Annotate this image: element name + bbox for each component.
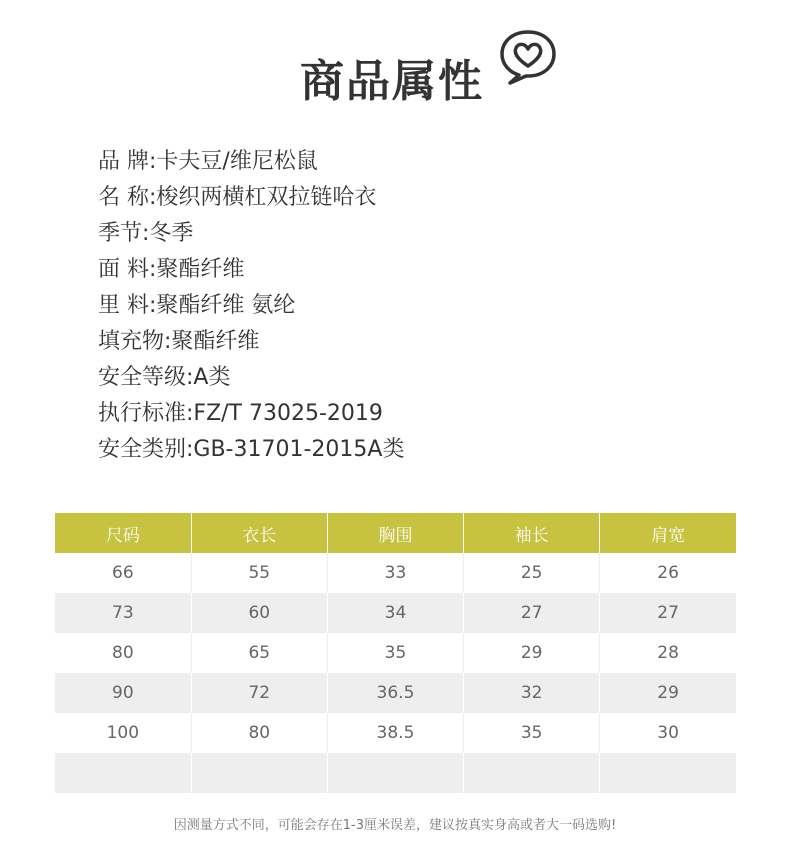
table-cell: 35	[464, 713, 600, 753]
table-cell: 30	[600, 713, 736, 753]
table-cell: 27	[464, 593, 600, 633]
table-row	[55, 553, 736, 593]
table-row	[55, 713, 736, 753]
table-cell: 60	[191, 593, 327, 633]
size-table	[55, 513, 736, 793]
table-row	[55, 673, 736, 713]
table-cell: 80	[191, 713, 327, 753]
table-cell: 36.5	[327, 673, 463, 713]
attr-brand: 品 牌:卡夫豆/维尼松鼠	[98, 149, 318, 174]
title-section	[0, 40, 790, 130]
table-cell: 65	[191, 633, 327, 673]
table-cell: 26	[600, 553, 736, 593]
measurement-note: 因测量方式不同，可能会存在1-3厘米误差，建议按真实身高或者大一码选购!	[173, 818, 617, 833]
table-cell	[464, 753, 600, 793]
table-header-row	[55, 513, 736, 553]
table-cell: 90	[55, 673, 191, 713]
table-cell: 29	[600, 673, 736, 713]
table-cell: 55	[191, 553, 327, 593]
table-cell: 28	[600, 633, 736, 673]
table-cell: 27	[600, 593, 736, 633]
column-header-chest: 胸围	[327, 513, 463, 553]
attr-standard: 执行标准:FZ/T 73025-2019	[98, 401, 383, 426]
heart-speech-bubble-icon	[496, 26, 560, 86]
table-cell: 33	[327, 553, 463, 593]
table-row	[55, 753, 736, 793]
table-cell: 38.5	[327, 713, 463, 753]
attr-fabric: 面 料:聚酯纤维	[98, 257, 245, 282]
table-cell: 80	[55, 633, 191, 673]
attr-filling: 填充物:聚酯纤维	[98, 329, 260, 354]
table-cell: 35	[327, 633, 463, 673]
table-row	[55, 633, 736, 673]
attribute-list	[98, 144, 404, 468]
attr-safety-category: 安全类别:GB-31701-2015A类	[98, 437, 405, 462]
attr-name: 名 称:梭织两横杠双拉链哈衣	[98, 185, 377, 210]
table-cell: 32	[464, 673, 600, 713]
table-cell: 25	[464, 553, 600, 593]
table-cell: 66	[55, 553, 191, 593]
table-cell: 73	[55, 593, 191, 633]
table-cell	[327, 753, 463, 793]
table-cell: 34	[327, 593, 463, 633]
table-row	[55, 593, 736, 633]
table-cell	[55, 753, 191, 793]
table-cell: 100	[55, 713, 191, 753]
column-header-shoulder: 肩宽	[600, 513, 736, 553]
column-header-length: 衣长	[191, 513, 327, 553]
table-cell: 72	[191, 673, 327, 713]
table-cell	[191, 753, 327, 793]
attr-lining: 里 料:聚酯纤维 氨纶	[98, 293, 296, 318]
table-cell: 29	[464, 633, 600, 673]
attr-safety-level: 安全等级:A类	[98, 365, 231, 390]
column-header-size: 尺码	[55, 513, 191, 553]
table-cell	[600, 753, 736, 793]
column-header-sleeve: 袖长	[464, 513, 600, 553]
attr-season: 季节:冬季	[98, 221, 194, 246]
page-title: 商品属性	[300, 56, 484, 107]
